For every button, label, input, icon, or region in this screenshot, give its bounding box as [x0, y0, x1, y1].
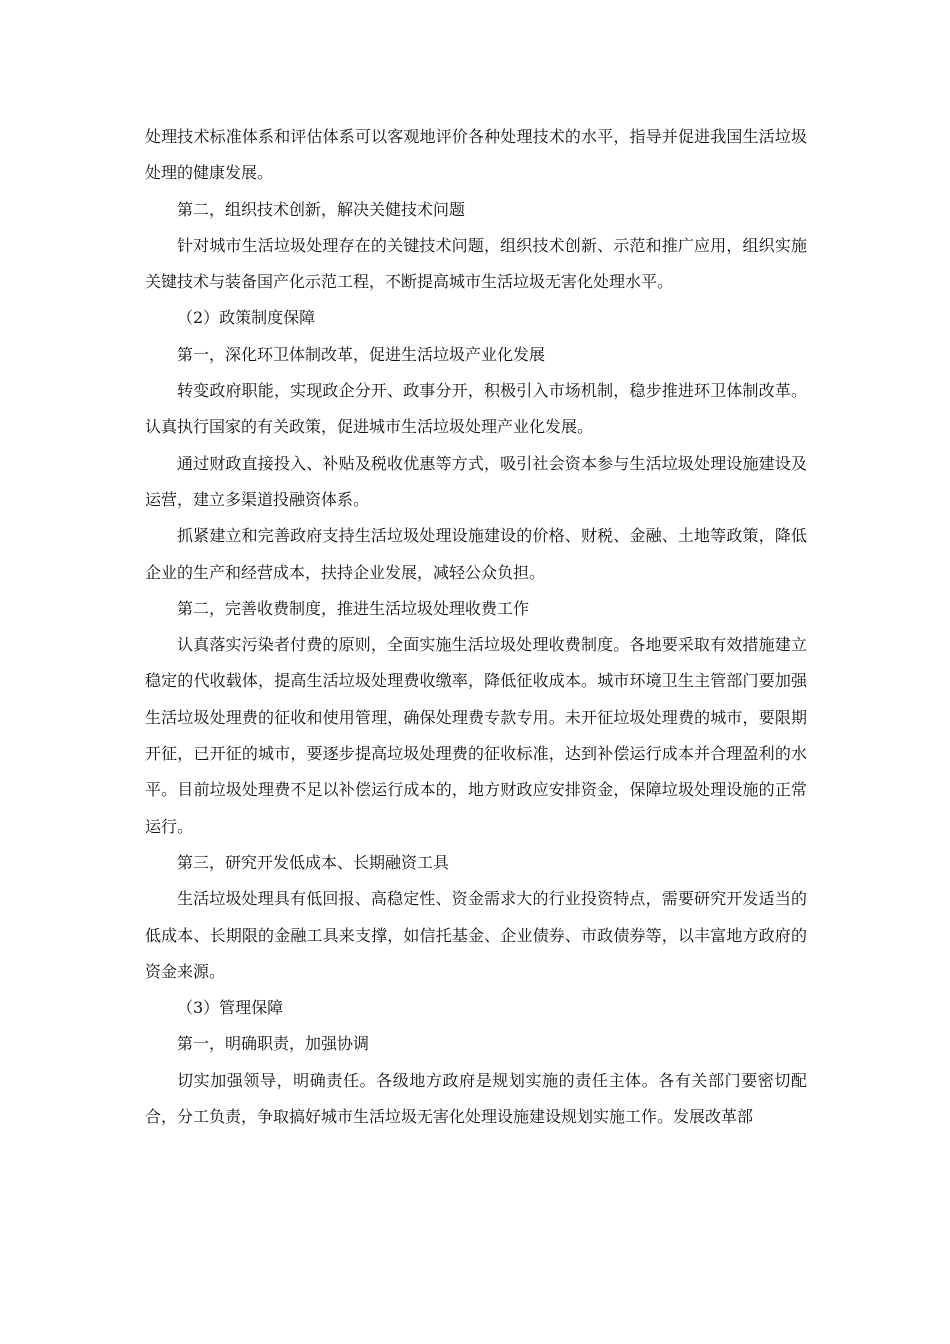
document-body	[145, 119, 807, 1135]
heading-reform: 第一，深化环卫体制改革，促进生活垃圾产业化发展	[177, 344, 546, 364]
paragraph-3: 针对城市生活垃圾处理存在的关键技术问题，组织技术创新、示范和推广应用，组织实施关键技术与装备国产化示范工程，不断提高城市生活垃圾无害化处理水平。	[145, 235, 807, 292]
paragraph-7: 通过财政直接投入、补贴及税收优惠等方式，吸引社会资本参与生活垃圾处理设施建设及运营，建立多渠道投融资体系。	[145, 453, 807, 509]
heading-fees: 第二，完善收费制度，推进生活垃圾处理收费工作	[177, 598, 530, 618]
paragraph-10: 认真落实污染者付费的原则，全面实施生活垃圾处理收费制度。各地要采取有效措施建立稳定的代收载体，提高生活垃圾处理费收缴率，降低征收成本。城市环境卫生主管部门要加强生活垃圾处理费的征收和使用管理，确保处理费专款专用。未开征垃圾处理费的城市，要限期开征，已开征的城市，要逐步提高垃圾处理费的征收标准，达到补偿运行成本并合理盈利的水平。目前垃圾处理费不足以补偿运行成本的，地方财政应安排资金，保障垃圾处理设施的正常运行。	[145, 635, 807, 836]
section-heading-policy: （2）政策制度保障	[177, 308, 316, 328]
paragraph-12: 生活垃圾处理具有低回报、高稳定性、资金需求大的行业投资特点，需要研究开发适当的低成本、长期限的金融工具来支撑，如信托基金、企业债券、市政债券等，以丰富地方政府的资金来源。	[145, 889, 807, 981]
paragraph-15: 切实加强领导，明确责任。各级地方政府是规划实施的责任主体。各有关部门要密切配合，分工负责，争取搞好城市生活垃圾无害化处理设施建设规划实施工作。发展改革部	[145, 1070, 807, 1127]
section-heading-management: （3）管理保障	[177, 998, 284, 1018]
paragraph-1: 处理技术标准体系和评估体系可以客观地评价各种处理技术的水平，指导并促进我国生活垃圾处理的健康发展。	[145, 127, 807, 183]
heading-financing: 第三，研究开发低成本、长期融资工具	[177, 852, 450, 872]
paragraph-8: 抓紧建立和完善政府支持生活垃圾处理设施建设的价格、财税、金融、土地等政策，降低企业的生产和经营成本，扶持企业发展，减轻公众负担。	[145, 526, 807, 582]
paragraph-6: 转变政府职能，实现政企分开、政事分开，积极引入市场机制，稳步推进环卫体制改革。认真执行国家的有关政策，促进城市生活垃圾处理产业化发展。	[145, 381, 807, 437]
heading-responsibilities: 第一，明确职责，加强协调	[177, 1034, 370, 1054]
heading-technical-innovation: 第二，组织技术创新，解决关健技术问题	[177, 199, 466, 219]
